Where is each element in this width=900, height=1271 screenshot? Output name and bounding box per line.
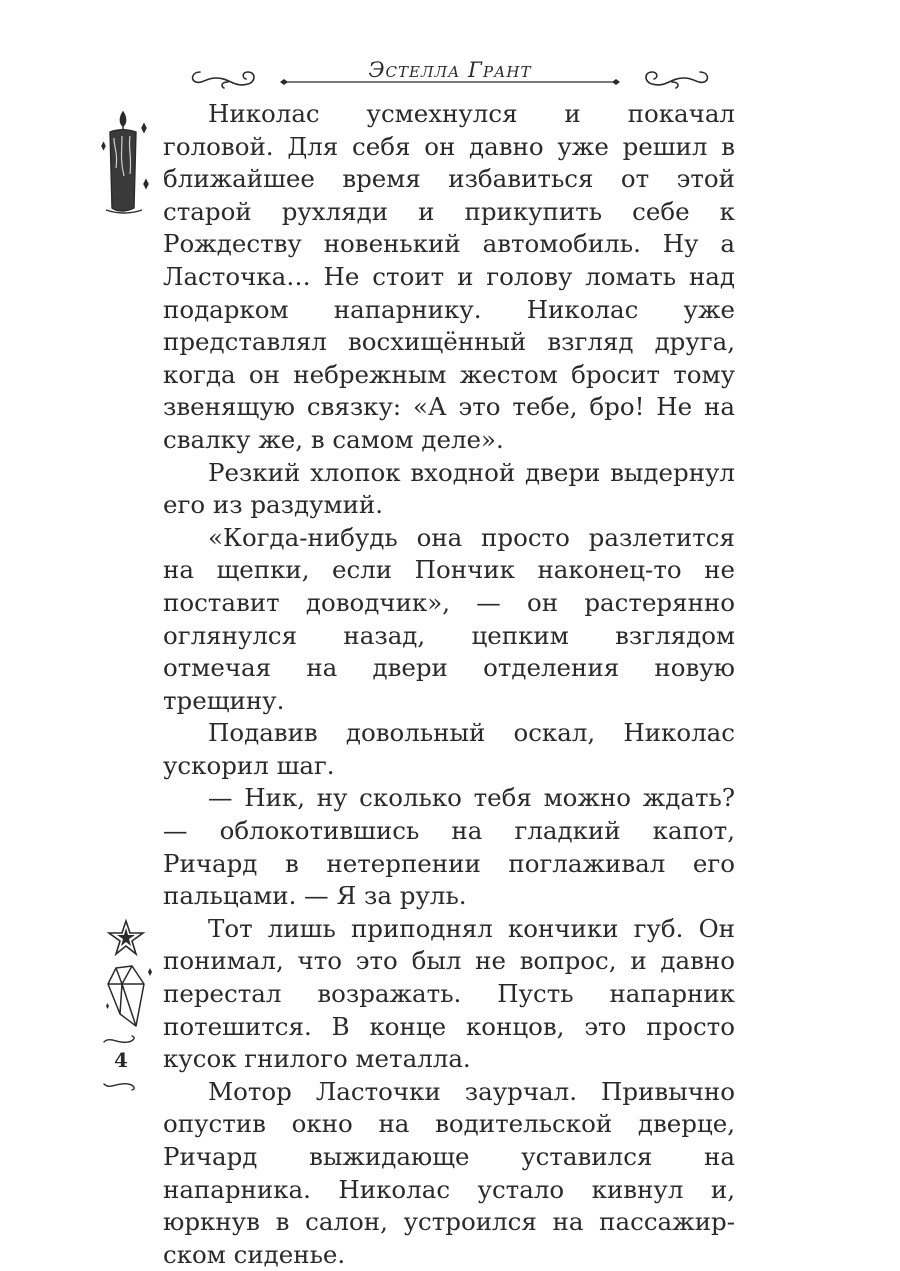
paragraph: Подавив довольный оскал, Николас ускорил шаг. — [163, 718, 735, 780]
running-head: Эстелла Грант — [368, 58, 532, 82]
star-icon — [106, 918, 146, 962]
paragraph: Николас усмехнулся и покачал головой. Для себя он давно уже решил в ближайшее время избавиться от этой старой рухляди и прикупить себе к Рождеству новенький автомобиль. Ну а Ласточка… Не стоит и голову ломать над подарком напарнику. Николас уже представлял восхищённый взгляд друга, когда он небрежным жестом бросит тому звенящую связку: «А это тебе, бро! Не на свалку же, в самом деле». — [163, 99, 735, 454]
paragraph: Мотор Ласточки заурчал. Привычно опустив окно на водительской дверце, Ричард выжидающе уставился на напарника. Николас устало кивнул и, юркнув в салон, устроился на пассажирском сиденье. — [163, 1076, 735, 1269]
paragraph: — Ник, ну сколько тебя можно ждать? — облокотившись на гладкий капот, Ричард в нетерпении поглаживал его пальцами. — Я за руль. — [163, 783, 735, 911]
body-text — [163, 98, 735, 1271]
paragraph: Тот лишь приподнял кончики губ. Он понимал, что это был не вопрос, и давно перестал возражать. Пусть напарник потешится. В конце концов, это просто кусок гнилого металла. — [163, 913, 735, 1074]
paragraph: «Когда-нибудь она просто разлетится на щепки, если Пончик наконец-то не поставит доводчик», — он растерянно оглянулся назад, цепким взглядом отмечая на двери отделения новую трещину. — [163, 522, 735, 715]
page-number: 4 — [114, 1048, 128, 1072]
page-header — [0, 52, 900, 102]
paragraph: Резкий хлопок входной двери выдернул его из раздумий. — [163, 457, 735, 520]
crystal-icon — [102, 962, 154, 1036]
candle-icon — [96, 106, 156, 220]
